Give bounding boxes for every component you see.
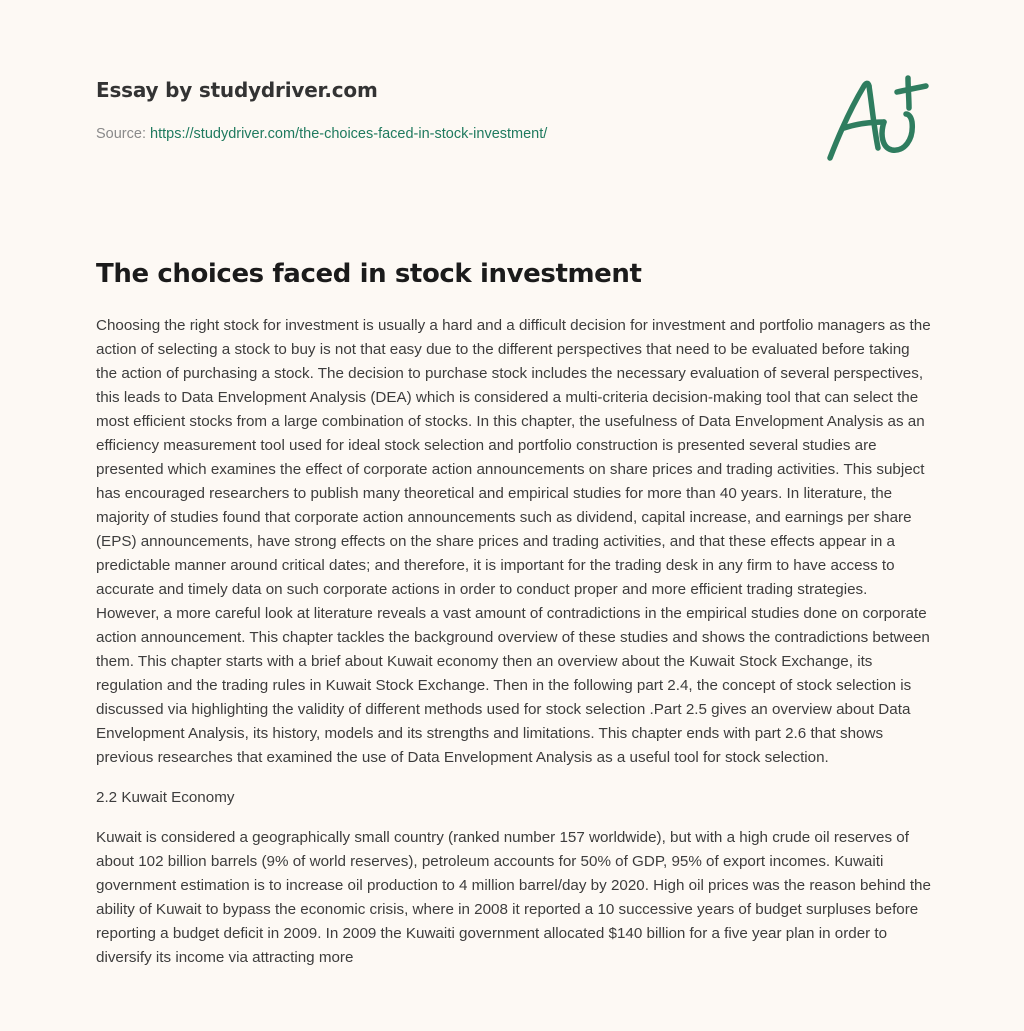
page-header [96,76,936,144]
a-plus-logo-icon [822,66,932,166]
source-label: Source: [96,126,146,142]
brand-title: Essay by studydriver.com [96,78,378,102]
paragraph-intro: Choosing the right stock for investment is usually a hard and a difficult decision for investment and portfolio managers as the action of selecting a stock to buy is not that easy due to the different perspectives that need to be evaluated before taking the action of purchasing a stock. The decision to purchase stock includes the necessary evaluation of several perspectives, this leads to Data Envelopment Analysis (DEA) which is considered a multi-criteria decision-making tool that can select the most efficient stocks from a large combination of stocks. In this chapter, the usefulness of Data Envelopment Analysis as an efficiency measurement tool used for ideal stock selection and portfolio construction is presented several studies are presented which examines the effect of corporate action announcements on share prices and trading activities. This subject has encouraged researchers to publish many theoretical and empirical studies for more than 40 years. In literature, the majority of studies found that corporate action announcements such as dividend, capital increase, and earnings per share (EPS) announcements, have strong effects on the share prices and trading activities, and that these effects appear in a predictable manner around critical dates; and therefore, it is important for the trading desk in any firm to have access to accurate and timely data on such corporate actions in order to conduct proper and more efficient trading strategies. However, a more careful look at literature reveals a vast amount of contradictions in the empirical studies done on corporate action announcement. This chapter tackles the background overview of these studies and shows the contradictions between them. This chapter starts with a brief about Kuwait economy then an overview about the Kuwait Stock Exchange, its regulation and the trading rules in Kuwait Stock Exchange. Then in the following part 2.4, the concept of stock selection is discussed via highlighting the validity of different methods used for stock selection .Part 2.5 gives an overview about Data Envelopment Analysis, its history, models and its strengths and limitations. This chapter ends with part 2.6 that shows previous researches that examined the use of Data Envelopment Analysis as a useful tool for stock selection. [96,317,931,766]
source-line [96,124,936,144]
section-heading: 2.2 Kuwait Economy [96,789,235,806]
article-body [96,314,932,986]
article-title: The choices faced in stock investment [96,259,642,289]
source-link[interactable]: https://studydriver.com/the-choices-faced-in-stock-investment/ [150,126,548,142]
paragraph-kuwait-economy: Kuwait is considered a geographically small country (ranked number 157 worldwide), but with a high crude oil reserves of about 102 billion barrels (9% of world reserves), petroleum accounts for 50% of GDP, 95% of export incomes. Kuwaiti government estimation is to increase oil production to 4 million barrel/day by 2020. High oil prices was the reason behind the ability of Kuwait to bypass the economic crisis, where in 2008 it reported a 10 successive years of budget surpluses before reporting a budget deficit in 2009. In 2009 the Kuwaiti government allocated $140 billion for a five year plan in order to diversify its income via attracting more [96,829,931,966]
